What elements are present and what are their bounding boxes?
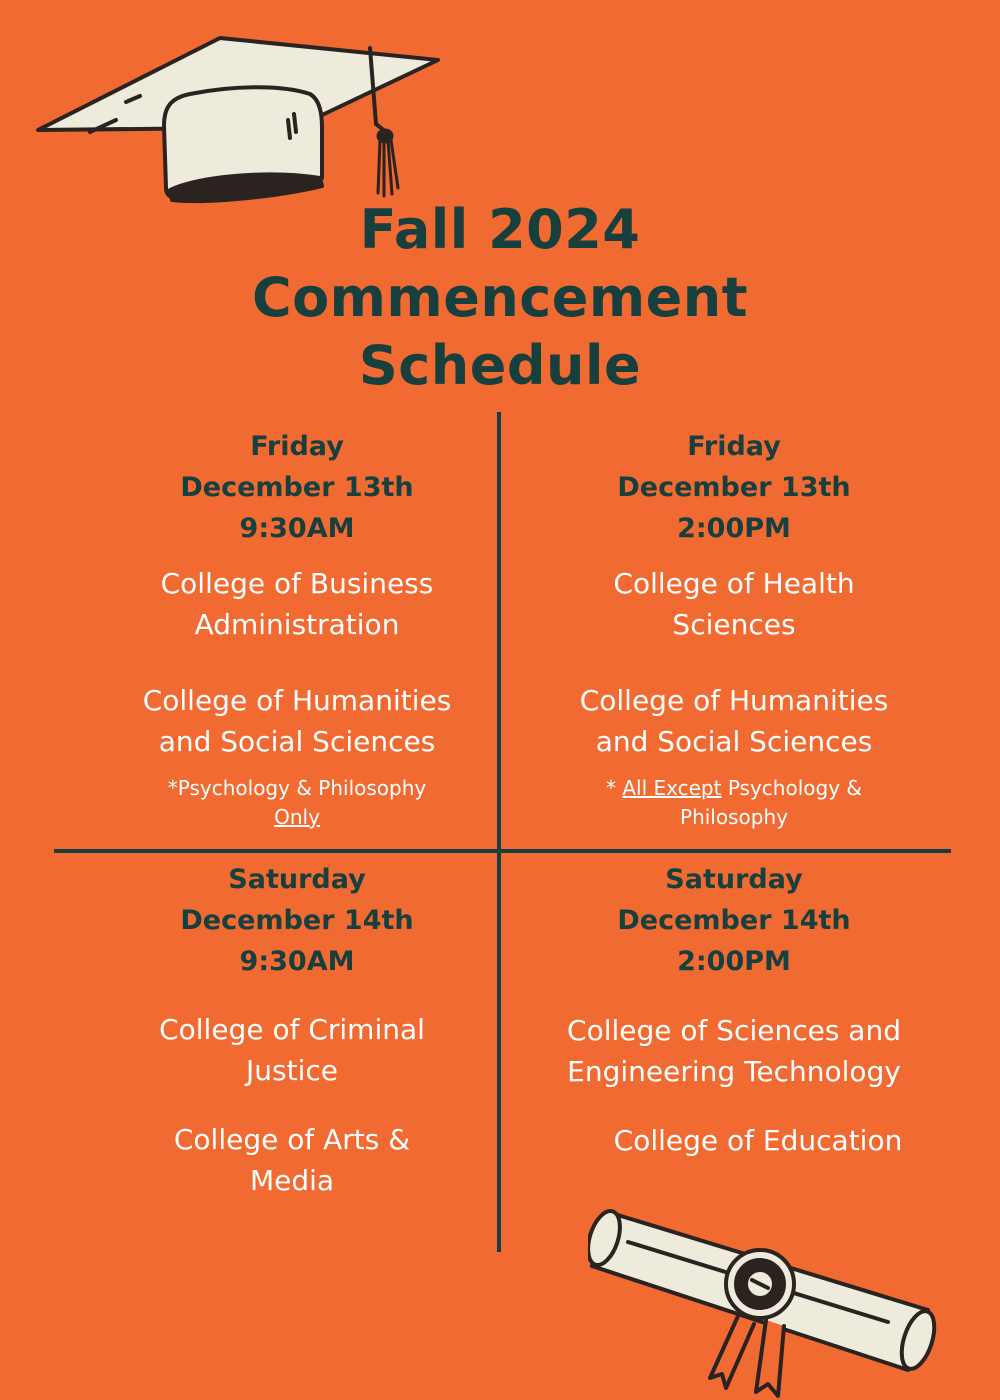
college-item bbox=[97, 680, 497, 762]
session-date: December 13th bbox=[180, 472, 414, 503]
college-line: College of Arts & bbox=[173, 1123, 411, 1156]
college-item bbox=[558, 1120, 958, 1161]
graduation-cap-icon bbox=[30, 28, 450, 208]
college-line: and Social Sciences bbox=[595, 725, 873, 758]
session-header bbox=[534, 426, 934, 549]
session-header bbox=[97, 426, 497, 549]
session-friday-morning bbox=[97, 426, 497, 549]
note-emphasis: All Except bbox=[622, 776, 722, 800]
college-item bbox=[92, 1009, 492, 1091]
page-title bbox=[0, 196, 1000, 400]
session-date: December 13th bbox=[617, 472, 851, 503]
note-suffix: Psychology & bbox=[721, 776, 862, 800]
horizontal-divider bbox=[54, 849, 951, 853]
session-time: 2:00PM bbox=[677, 513, 791, 544]
college-line: College of Health bbox=[613, 567, 855, 600]
note-line: *Psychology & Philosophy bbox=[167, 776, 427, 800]
session-header bbox=[97, 859, 497, 982]
college-item bbox=[534, 563, 934, 645]
title-line-3: Schedule bbox=[358, 334, 642, 397]
college-line: College of Humanities bbox=[579, 684, 889, 717]
session-date: December 14th bbox=[617, 905, 851, 936]
title-line-1: Fall 2024 bbox=[359, 198, 641, 261]
vertical-divider bbox=[497, 412, 501, 1252]
session-note bbox=[97, 774, 497, 832]
session-friday-afternoon bbox=[534, 426, 934, 549]
session-time: 2:00PM bbox=[677, 946, 791, 977]
session-day: Friday bbox=[250, 431, 344, 462]
session-day: Friday bbox=[687, 431, 781, 462]
session-time: 9:30AM bbox=[239, 946, 355, 977]
college-item bbox=[514, 1010, 954, 1092]
college-line: Sciences bbox=[672, 608, 796, 641]
college-line: Administration bbox=[194, 608, 400, 641]
college-item bbox=[534, 680, 934, 762]
session-saturday-afternoon bbox=[534, 859, 934, 982]
note-prefix: * bbox=[606, 776, 623, 800]
session-note bbox=[534, 774, 934, 832]
college-line: College of Education bbox=[613, 1124, 903, 1157]
college-item bbox=[92, 1119, 492, 1201]
session-date: December 14th bbox=[180, 905, 414, 936]
college-item bbox=[97, 563, 497, 645]
session-saturday-morning bbox=[97, 859, 497, 982]
note-line: Philosophy bbox=[680, 805, 788, 829]
college-line: Media bbox=[249, 1164, 335, 1197]
diploma-scroll-icon bbox=[588, 1192, 948, 1400]
session-day: Saturday bbox=[665, 864, 803, 895]
college-line: College of Sciences and bbox=[567, 1014, 901, 1047]
session-header bbox=[534, 859, 934, 982]
college-line: Engineering Technology bbox=[567, 1055, 901, 1088]
college-line: and Social Sciences bbox=[158, 725, 436, 758]
session-day: Saturday bbox=[228, 864, 366, 895]
title-line-2: Commencement bbox=[251, 266, 749, 329]
college-line: Justice bbox=[246, 1054, 338, 1087]
note-emphasis: Only bbox=[274, 805, 320, 829]
college-line: College of Humanities bbox=[142, 684, 452, 717]
college-line: College of Criminal bbox=[159, 1013, 425, 1046]
college-line: College of Business bbox=[160, 567, 434, 600]
session-time: 9:30AM bbox=[239, 513, 355, 544]
